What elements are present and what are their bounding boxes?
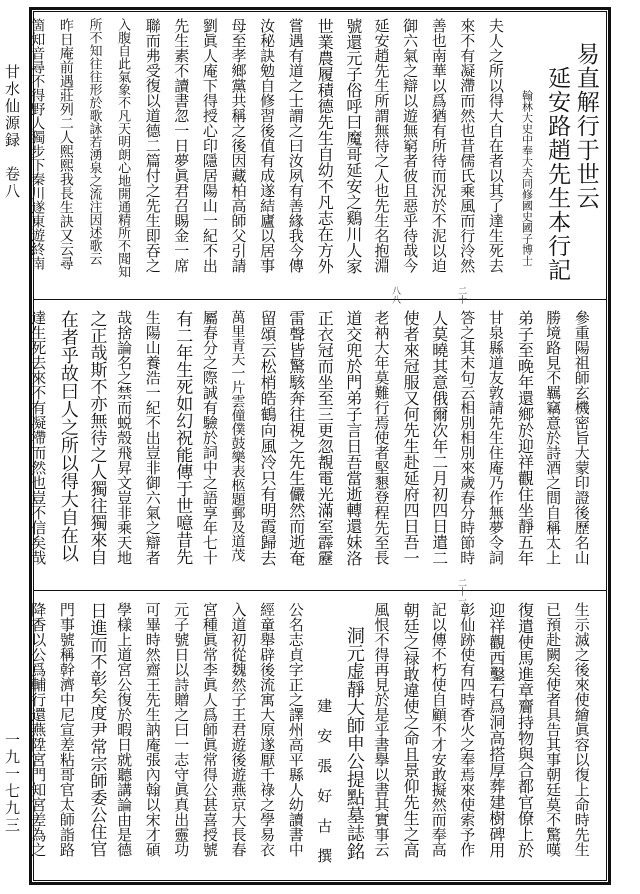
text-column: 在者乎故曰人之所以得大自在以 <box>57 310 79 562</box>
text-column: 記以傳不朽使自顧不才安敢擬然而奉高 <box>429 602 448 857</box>
text-column: 延安趙先生所謂無待之人也先生名抱淵 <box>372 18 391 273</box>
text-column: 已預赴闕矣使者具告其事朝廷莫不驚嘆 <box>544 602 563 857</box>
text-column: 公名志貞字正之譯州高平縣人幼讀書中 <box>286 602 305 857</box>
text-column: 易直解行于世云 <box>572 42 599 210</box>
text-column: 雷聲皆驚駭奔往視之先生儼然而逝奄 <box>286 310 306 566</box>
text-column: 學樣上道宮公復於暇日就聽講論由是德 <box>115 602 134 857</box>
text-column: 所不知往往形於歌詠若湧泉之流注因述歌云 <box>86 18 102 265</box>
text-column: 萬里青天一片雲僮僕鼓樂表柩題郵及道茂 <box>229 310 246 562</box>
folio-mark: 二十 <box>456 286 466 304</box>
text-column: 建 安 張 好 古 撰 <box>315 698 334 863</box>
text-column: 弟子至晚年還鄉於迎祥觀住坐靜五年 <box>515 310 535 566</box>
text-column: 老衲大年莫難行焉使者堅懇登程先至長 <box>372 310 391 565</box>
text-column: 有二年生死如幻祝能傳于世噫昔先 <box>172 310 193 565</box>
text-column: 參重陽祖師玄機密旨大蒙印證後歷名山 <box>572 310 591 565</box>
text-column: 使者來冠服又何先生赴延府四日吾一 <box>401 310 421 566</box>
text-column: 入腹自此氣象不凡天明朗心地開通精所不聞知 <box>115 18 131 278</box>
text-column: 昨日庵前遇莊列二人熙熙我長生訣又云尋 <box>57 18 74 270</box>
text-column: 達生死去來不有凝滯而然也豈不信矣哉 <box>29 310 48 565</box>
text-column: 哉捨論名之禁而蜕殼飛昇文豈非乘天地 <box>115 310 134 565</box>
text-column: 入道初從魏然子王君遊後遊燕京大長春 <box>229 602 248 857</box>
text-column: 迎祥觀西鑿石爲洞高搭厚葬建樹碑用 <box>486 602 506 858</box>
text-column: 留頌云松梢皓鶴向風冷只有明霞歸去 <box>258 310 278 566</box>
text-column: 降香以公爲輔行還燕陞宮門知宮差為之 <box>29 602 48 857</box>
text-column: 朝廷之禄敢違使之命且景仰先生之高 <box>401 602 421 858</box>
register-divider <box>33 590 607 591</box>
folio-mark: 二十一 <box>456 578 466 605</box>
register-divider <box>33 299 607 300</box>
text-column: 御六氣之辯以遊無窮者彼且惡乎待哉今 <box>401 18 420 273</box>
text-column: 世業農履積德先生自幼不凡志在方外 <box>315 18 335 274</box>
text-column: 復遣使馬進章齎持物與合都官僚上於 <box>515 602 535 858</box>
text-column: 門事號稱幹濟中尼宣差粘哥官太師詣路 <box>57 602 76 857</box>
text-column: 翰林大史中奉大夫同修國史國子博士 <box>520 90 534 266</box>
text-column: 生示滅之後來使繪眞容以復上命時先生 <box>572 602 591 857</box>
text-column: 汝秘訣勉自修習後值有成遂結廬以居事 <box>258 18 277 273</box>
book-title-margin: 甘水仙源録 卷八 <box>3 64 21 200</box>
text-column: 號還元子俗呼曰魔哥延安之鷄川人家 <box>343 18 363 274</box>
text-column: 先生素不讀書忽一日夢眞君召賜金一席 <box>172 18 191 273</box>
text-column: 勝境路見不羈竊意於詩酒之間自稱太上 <box>544 310 563 565</box>
text-column: 延安路趙先生本行記 <box>544 66 571 282</box>
text-column: 箇知音尋不得野人獨步下秦川遂東遊終南 <box>29 18 46 270</box>
text-column: 人莫曉其意俄爾次年二月初四日遣二 <box>429 310 449 566</box>
text-column: 聯而弗受復以道德二篇付之先生即吞之 <box>143 18 162 273</box>
text-column: 之正哉斯不亦無待之人獨往獨來自 <box>86 310 107 565</box>
text-column: 屬春分之際誠有驗於詞中之語享年七十 <box>200 310 219 565</box>
text-column: 可畢時然齋王先生訥庵張內翰以宋才碩 <box>143 602 162 857</box>
text-column: 彰仙跡使有四時香火之奉焉來使索予作 <box>458 602 477 857</box>
text-column: 洞元虚靜大師申公提點墓誌銘 <box>343 626 365 860</box>
text-column: 日進而不彰矣度尹常宗師委公住官 <box>86 602 107 857</box>
folio-mark: 八八 <box>390 286 400 304</box>
text-column: 元子號日以詩贈之曰一志守眞真出靈功 <box>172 602 191 857</box>
page-number-margin: 一九一七九三 <box>3 732 21 834</box>
text-column: 道交兜於門弟子言日吾當逝轉還妹洛 <box>343 310 363 566</box>
text-column: 夫人之所以得大自在者以其了達生死去 <box>486 18 505 273</box>
text-column: 甘泉縣道友敦請先生住庵乃作無夢令詞 <box>486 310 505 565</box>
text-column: 生陽山養浩一紀不出豈非御六氣之辯者 <box>143 310 162 565</box>
text-column: 風恨不得再見於是乎書擧以書其實事云 <box>372 602 391 857</box>
text-column: 善也南華以爲猶有所待而況於不泥以迫 <box>429 18 448 273</box>
text-column: 正衣冠而坐至三更忽覩電光滿室霹靂 <box>315 310 335 566</box>
text-column: 經童舉辟後流寓大原遂厭千祿之學易衣 <box>258 602 277 857</box>
text-column: 宮種眞常李眞人爲師眞常得公甚喜授號 <box>200 602 219 857</box>
text-column: 母至孝鄉黨共稱之後因藏柏高師父引請 <box>229 18 248 273</box>
text-column: 劉眞人庵下得授心印隱居陽山一紀不出 <box>200 18 219 273</box>
text-column: 答之其末句云相別相別來歲春分時節時 <box>458 310 477 565</box>
text-column: 來不有凝滯而然也昔儒氏乘風而行泠然 <box>458 18 477 273</box>
text-column: 嘗遇有道之士謂之曰汝夙有善緣我今傳 <box>286 18 305 273</box>
